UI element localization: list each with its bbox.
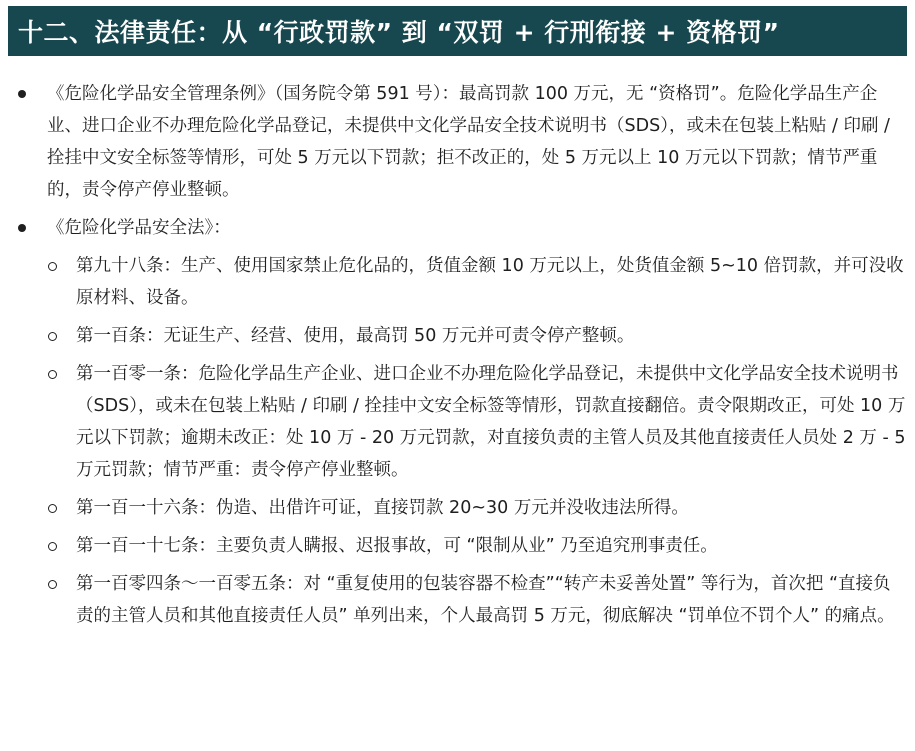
sub-list-item — [0, 358, 915, 486]
bullet-circle-icon — [48, 250, 57, 282]
list-item-text: 《危险化学品安全管理条例》（国务院令第 591 号）：最高罚款 100 万元，无 “资格罚”。危险化学品生产企业、进口企业不办理危险化学品登记，未提供中文化学品安全技术说明书（SDS），或未在包装上粘贴 / 印刷 / 拴挂中文安全标签等情形，可处 5 万元以下罚款；拒不改正的，处 5 万元以上 10 万元以下罚款；情节严重的，责令停产停业整顿。 — [47, 84, 890, 200]
list-item-text: 《危险化学品安全法》： — [47, 218, 231, 238]
sub-list-item-text: 第一百一十七条：主要负责人瞒报、迟报事故，可 “限制从业” 乃至追究刑事责任。 — [76, 536, 718, 556]
section-title: 十二、法律责任：从 “行政罚款” 到 “双罚 + 行刑衔接 + 资格罚” — [18, 18, 780, 47]
bullet-dot-icon — [18, 78, 26, 110]
sub-list-item-text: 第九十八条：生产、使用国家禁止危化品的，货值金额 10 万元以上，处货值金额 5~10 倍罚款，并可没收原材料、设备。 — [76, 256, 904, 308]
content-list — [0, 78, 915, 638]
bullet-circle-icon — [48, 568, 57, 600]
sub-list-item-text: 第一百零四条～一百零五条：对 “重复使用的包装容器不检查”“转产未妥善处置” 等行为，首次把 “直接负责的主管人员和其他直接责任人员” 单列出来，个人最高罚 5 万元，彻底解决 “罚单位不罚个人” 的痛点。 — [76, 574, 895, 626]
sub-list-item — [0, 530, 915, 562]
sub-list-item-text: 第一百零一条：危险化学品生产企业、进口企业不办理危险化学品登记，未提供中文化学品安全技术说明书（SDS），或未在包装上粘贴 / 印刷 / 拴挂中文安全标签等情形，罚款直接翻倍。责令限期改正，可处 10 万元以下罚款；逾期未改正：处 10 万 - 20 万元罚款，对直接负责的主管人员及其他直接责任人员处 2 万 - 5 万元罚款；情节严重：责令停产停业整顿。 — [76, 364, 906, 480]
sub-list-item — [0, 568, 915, 632]
bullet-circle-icon — [48, 320, 57, 352]
sub-list-item — [0, 320, 915, 352]
list-item — [0, 212, 915, 244]
sub-list-item-text: 第一百一十六条：伪造、出借许可证，直接罚款 20~30 万元并没收违法所得。 — [76, 498, 689, 518]
sub-list-item-text: 第一百条：无证生产、经营、使用，最高罚 50 万元并可责令停产整顿。 — [76, 326, 635, 346]
bullet-dot-icon — [18, 212, 26, 244]
bullet-circle-icon — [48, 530, 57, 562]
sub-list-item — [0, 492, 915, 524]
list-item — [0, 78, 915, 206]
bullet-circle-icon — [48, 492, 57, 524]
sub-list-item — [0, 250, 915, 314]
bullet-circle-icon — [48, 358, 57, 390]
section-header — [8, 6, 907, 56]
